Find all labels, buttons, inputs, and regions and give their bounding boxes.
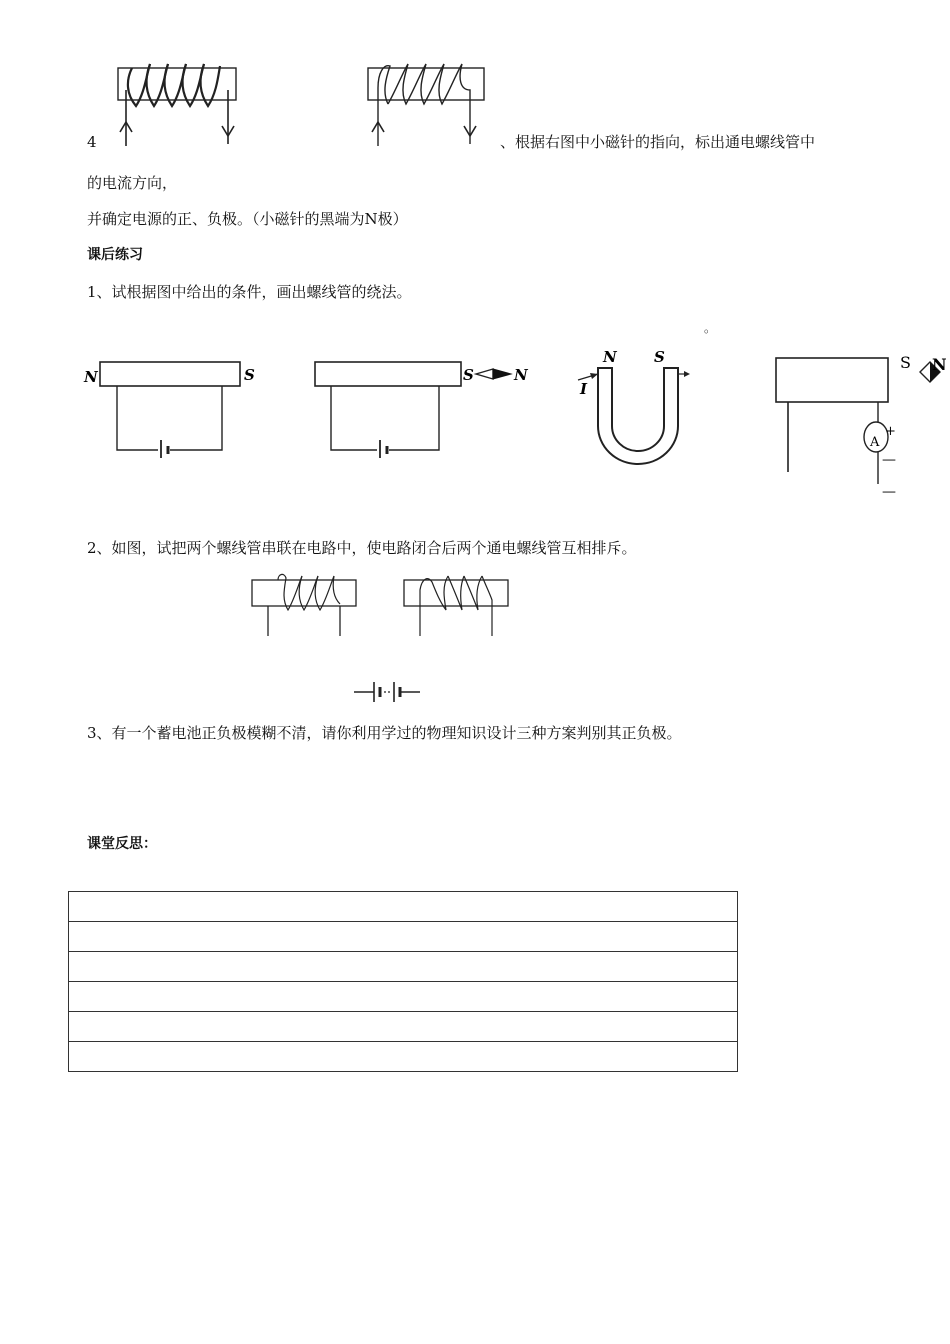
compass-needle-icon <box>476 369 511 379</box>
figure-bar-compass <box>313 356 538 466</box>
battery-minus: — <box>882 452 896 468</box>
question-text: 1、试根据图中给出的条件，画出螺线管的绕法。 <box>87 283 412 301</box>
current-label: I <box>580 380 588 398</box>
section-heading: 课后练习 <box>87 247 143 263</box>
ammeter-plus: + <box>885 424 896 439</box>
pole-label-s: S <box>654 348 665 366</box>
table-row <box>69 1012 738 1042</box>
reflection-table <box>68 891 738 1072</box>
solenoid-pair-left <box>248 570 363 640</box>
solenoid-figure-right <box>362 60 492 150</box>
table-row <box>69 1042 738 1072</box>
table-row <box>69 952 738 982</box>
table-cell[interactable] <box>69 982 738 1012</box>
pole-label-n: N <box>932 355 947 374</box>
table-cell[interactable] <box>69 1012 738 1042</box>
figure-u-magnet <box>576 346 696 466</box>
question-text: 、根据右图中小磁针的指向，标出通电螺线管中 <box>500 133 816 151</box>
solenoid-pair-right <box>400 570 515 640</box>
pole-label-n: N <box>603 348 617 366</box>
pole-label-s: S <box>900 353 911 372</box>
question-text: 2、如图，试把两个螺线管串联在电路中，使电路闭合后两个通电螺线管互相排斥。 <box>87 539 637 557</box>
table-row <box>69 982 738 1012</box>
table-row <box>69 922 738 952</box>
table-cell[interactable] <box>69 1042 738 1072</box>
question-text: 的电流方向， <box>87 174 178 192</box>
stray-mark: 。 <box>704 321 717 335</box>
table-cell[interactable] <box>69 952 738 982</box>
pole-label-n: N <box>84 368 98 386</box>
battery-icon <box>352 680 422 704</box>
pole-label-n: N <box>514 366 528 384</box>
table-cell[interactable] <box>69 922 738 952</box>
figure-bar-battery-1 <box>84 356 259 466</box>
figure-bar-ammeter <box>770 346 950 506</box>
question-text: 3、有一个蓄电池正负极模糊不清，请你利用学过的物理知识设计三种方案判别其正负极。 <box>87 724 682 742</box>
question-number: 4 <box>87 133 97 151</box>
pole-label-s: S <box>244 366 255 384</box>
ammeter-label: A <box>870 435 880 450</box>
solenoid-figure-left <box>112 60 247 150</box>
section-heading: 课堂反思： <box>87 836 157 852</box>
pole-label-s: S <box>463 366 474 384</box>
table-cell[interactable] <box>69 892 738 922</box>
battery-minus: — <box>882 484 896 500</box>
question-text: 并确定电源的正、负极。（小磁针的黑端为N极） <box>87 210 408 228</box>
table-row <box>69 892 738 922</box>
